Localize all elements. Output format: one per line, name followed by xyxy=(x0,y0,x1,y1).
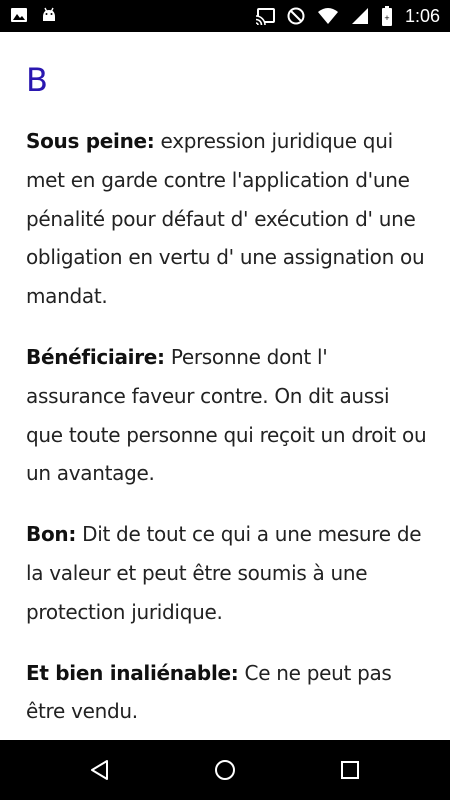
signal-icon xyxy=(351,7,369,25)
recents-icon[interactable] xyxy=(338,758,362,782)
entry-term: Sous peine: xyxy=(26,129,155,153)
home-icon[interactable] xyxy=(213,758,237,782)
entry-definition: expression juridique qui met en garde contre l'application d'une pénalité pour défaut d' exécution d' une obligation en vertu d' une assignation ou mandat. xyxy=(26,129,425,309)
section-letter: B xyxy=(26,61,48,99)
do-not-disturb-icon xyxy=(287,7,305,25)
status-right-icons xyxy=(255,5,440,27)
wifi-icon xyxy=(317,7,339,25)
svg-text:+: + xyxy=(384,13,390,23)
entry-term: Bénéficiaire: xyxy=(26,344,165,369)
navigation-bar xyxy=(0,740,450,800)
entry-definition: Ce ne peut pas être vendu. xyxy=(26,660,392,724)
cast-icon xyxy=(255,7,275,25)
entry-term: Bon: xyxy=(26,522,77,547)
back-icon[interactable] xyxy=(88,758,112,782)
android-icon xyxy=(40,6,58,24)
glossary-entry xyxy=(26,515,430,631)
entry-term: Et bien inaliénable: xyxy=(26,660,239,685)
entry-definition: Dit de tout ce qui a une mesure de la valeur et peut être soumis à une protection juridique. xyxy=(26,522,422,624)
entry-definition: Personne dont l' assurance faveur contre. On dit aussi que toute personne qui reçoit un droit ou un avantage. xyxy=(26,344,427,486)
glossary-content xyxy=(26,44,430,753)
status-bar xyxy=(0,0,450,32)
image-icon xyxy=(10,6,28,24)
glossary-entry xyxy=(26,122,430,316)
glossary-entry xyxy=(26,338,430,493)
battery-icon xyxy=(381,6,393,26)
glossary-entry xyxy=(26,654,430,732)
status-time: 1:06 xyxy=(404,6,440,26)
status-left-icons xyxy=(10,6,58,24)
